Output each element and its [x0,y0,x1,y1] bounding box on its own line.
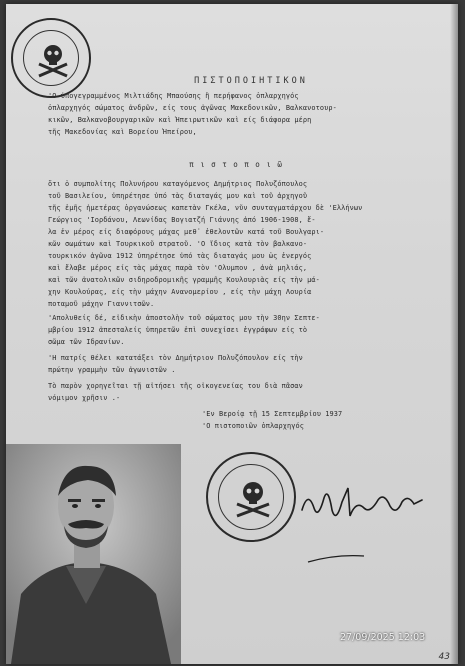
stamp-bottom [206,452,296,542]
stamp-top-left [11,18,91,98]
photo-timestamp: 27/09/2025 12:03 [340,632,426,643]
intro-line: ὀπλαρχηγός σώματος ἀνδρῶν, είς τους ἀγῶνας Μακεδονικῶν, Βαλκανοτουρ- [48,104,337,112]
body-line: τοῦ Βασιλείου, ὑπηρέτησε ὑπό τὰς διαταγάς μου καὶ τοῦ ἀρχηγοῦ [48,192,308,200]
body-line: τῆς ἐμῆς ἡμετέρας ὀργανώσεως καπετὰν Γκέλα, νῦν συνταγματάρχου δὲ 'Ελλήνων [48,204,363,212]
intro-line: 'Ο ὑπογεγραμμένος Μιλτιάδης Μπαούσης ἢ περήφανος ὀπλαρχηγός [48,92,299,100]
body-line: λα ἐν μέρος είς διαφόρους μάχας μεθ᾽ ἐθελοντῶν κατά τοῦ Βουλγαρι- [48,228,325,236]
portrait-image [6,444,181,664]
body-line: κῶν σωμάτων καὶ Τουρκικοῦ στρατοῦ. 'Ο ἴδιος κατὰ τὸν βαλκανο- [48,240,308,248]
body-line: πρώτην γραμμὴν τῶν ἀγωνιστῶν . [48,366,176,374]
document-sheet [6,4,458,664]
body-line: 'Απολυθείς δέ, εἰδικὴν ἀποστολὴν τοῦ σώματος μου τὴν 30ην Σεπτε- [48,314,320,322]
signature-underline [306,552,366,564]
handwritten-signature [298,480,428,530]
portrait-photo [6,444,181,664]
body-line: καὶ τῶν ἀνατολικῶν σιδηροδρομικῆς γραμμῆς Κουλουριὰς είς τὴν μά- [48,276,320,284]
body-line: σῶμα τῶν Ιδρανίων. [48,338,125,346]
skull-crossbones-icon [13,20,93,100]
body-line: καὶ ἔλαβε μέρος είς τὰς μάχας παρὰ τὸν 'Ολυμπον , ἀνὰ μηλιάς, [48,264,308,272]
certify-word: π ι σ τ ο π ο ι ῶ [189,160,283,169]
place-date: 'Εν Βεροίᾳ τῇ 15 Σεπτεμβρίου 1937 [202,410,343,418]
body-line: Τὸ παρὸν χορηγεῖται τῇ αἰτήσει τῆς οἰκογενείας του διὰ πᾶσαν [48,382,303,390]
body-line: ποταμοῦ μάχην Γιαννιτσῶν. [48,300,155,308]
page-number: 43 [438,652,450,662]
body-line: τουρκικόν ἀγῶνα 1912 ὑπηρέτησε ὑπό τὰς διαταγάς μου ὡς ἐνεργός [48,252,312,260]
skull-crossbones-icon [208,454,298,544]
body-line: ὅτι ὁ συμπολίτης Πολυνήρου καταγόμενος Δημήτριος Πολυζόπουλος [48,180,308,188]
document-title: ΠΙΣΤΟΠΟΙΗΤΙΚΟΝ [194,76,308,86]
body-line: Γεώργιος 'Ιορδάνου, Λεωνίδας Βογιατζή Γιάννης ἀπό 1906-1908, ἔ- [48,216,316,224]
body-line: χην Κουλούρας, είς τὴν μάχην Ανανομερίου , είς τὴν μάχη Λουρία [48,288,312,296]
body-line: μβρίου 1912 ἀπεσταλείς ὑπηρετῶν ἐπὶ συνεχίσει ἐγγράφων είς τὸ [48,326,308,334]
body-line: νόμιμον χρῆσιν .- [48,394,121,402]
intro-line: κικῶν, Βαλκανοβουργαρικῶν καὶ Ἠπειρωτικῶν καὶ είς διάφορα μέρη [48,116,312,124]
body-line: 'Η πατρίς θέλει κατατάξει τὸν Δημήτριον Πολυζόπουλον είς τὴν [48,354,303,362]
page-edge-shadow [450,4,458,664]
intro-line: τῆς Μακεδονίας καὶ Βορείου Ἠπείρου, [48,128,197,136]
signer-label: 'Ο πιστοποιῶν ὀπλαρχηγός [202,422,304,430]
